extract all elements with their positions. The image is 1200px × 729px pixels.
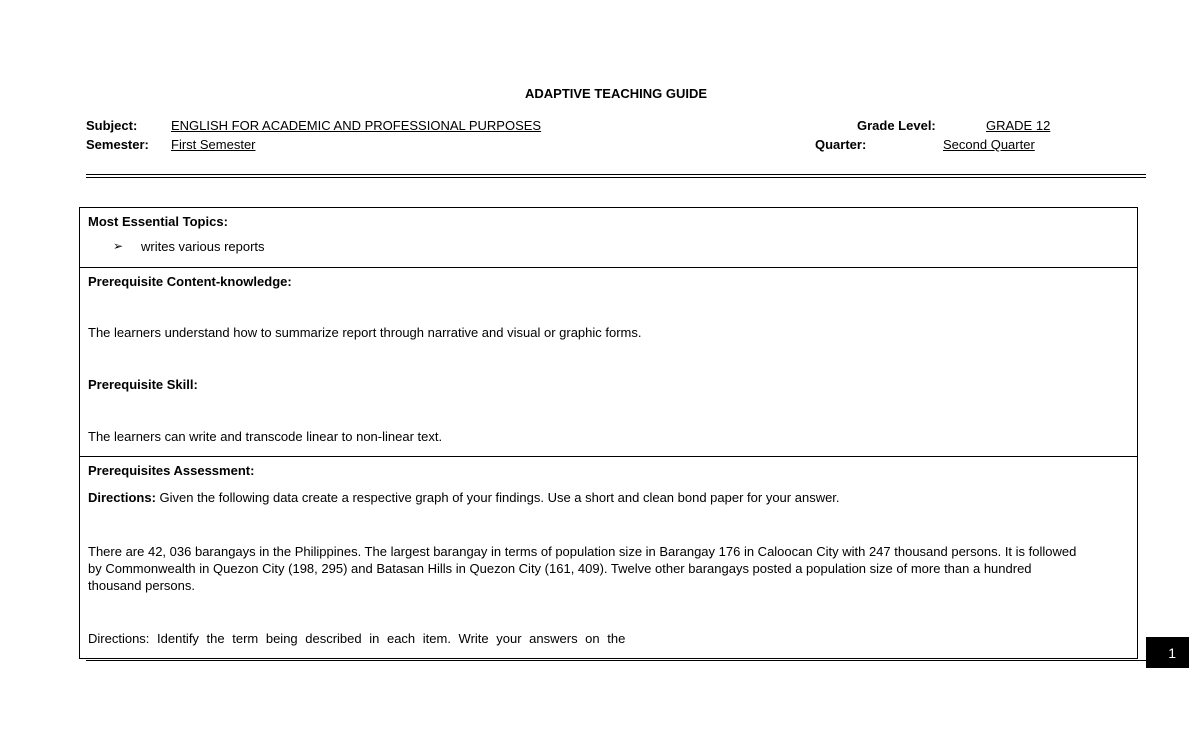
document-title: ADAPTIVE TEACHING GUIDE — [524, 86, 707, 101]
section-divider — [80, 456, 1137, 457]
content-knowledge-heading: Prerequisite Content-knowledge: — [88, 274, 292, 289]
semester-value: First Semester — [171, 137, 256, 152]
data-paragraph: There are 42, 036 barangays in the Philippines. The largest barangay in terms of population size in Barangay 176 in Caloocan City with 247 thousand persons. It is followed by Commonwealth in Quezon City (198, 295) and Batasan Hills in Quezon City (161, 409). Twelve other barangays posted a population size of more than a hundred thousand persons. — [88, 544, 1077, 593]
assessment-heading: Prerequisites Assessment: — [88, 463, 255, 478]
header-divider-top — [86, 174, 1146, 175]
quarter-label: Quarter: — [815, 137, 867, 152]
directions-label: Directions: — [88, 490, 156, 505]
arrow-bullet-icon: ➢ — [113, 239, 124, 253]
skill-heading: Prerequisite Skill: — [88, 377, 198, 392]
directions-identify: Directions: Identify the term being described in each item. Write your answers on the — [88, 631, 626, 646]
topics-heading: Most Essential Topics: — [88, 214, 228, 229]
semester-label: Semester: — [86, 137, 149, 152]
grade-level-value: GRADE 12 — [986, 118, 1051, 133]
directions-line — [88, 490, 840, 505]
subject-label: Subject: — [86, 118, 138, 133]
page-number: 1 — [1146, 637, 1189, 668]
header-divider-bottom — [86, 177, 1146, 178]
content-knowledge-text: The learners understand how to summarize report through narrative and visual or graphic forms. — [88, 325, 642, 340]
subject-row — [86, 118, 1146, 136]
section-divider — [80, 267, 1137, 268]
quarter-value: Second Quarter — [943, 137, 1035, 152]
subject-value: ENGLISH FOR ACADEMIC AND PROFESSIONAL PURPOSES — [171, 118, 542, 133]
page-bottom-rule — [86, 660, 1146, 661]
grade-level-label: Grade Level: — [857, 118, 936, 133]
directions-text: Given the following data create a respective graph of your findings. Use a short and clean bond paper for your answer. — [155, 490, 840, 505]
skill-text: The learners can write and transcode linear to non-linear text. — [88, 429, 443, 444]
semester-row — [86, 137, 1146, 155]
guide-table — [79, 207, 1138, 659]
topics-item: writes various reports — [141, 239, 265, 254]
